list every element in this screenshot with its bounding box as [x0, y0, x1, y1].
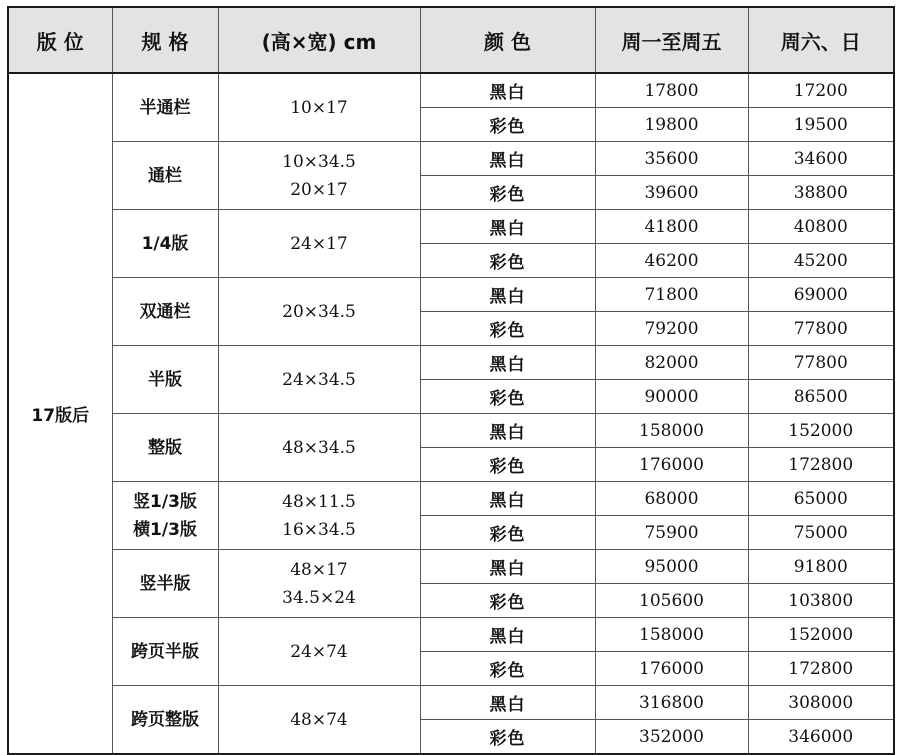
size-cell: [218, 142, 420, 210]
size-line: 34.5×24: [282, 587, 356, 608]
weekend-price-cell: 69000: [748, 278, 894, 312]
header-spec: 规 格: [112, 7, 218, 73]
color-cell: 彩色: [420, 448, 595, 482]
size-line: 24×34.5: [282, 369, 356, 390]
size-cell: [218, 482, 420, 550]
weekend-price-cell: 19500: [748, 108, 894, 142]
size-line: 10×17: [290, 97, 348, 118]
spec-cell: [112, 278, 218, 346]
header-weekday: 周一至周五: [595, 7, 748, 73]
weekday-price-cell: 176000: [595, 652, 748, 686]
header-color: 颜 色: [420, 7, 595, 73]
weekend-price-cell: 65000: [748, 482, 894, 516]
color-cell: 黑白: [420, 278, 595, 312]
weekend-price-cell: 152000: [748, 618, 894, 652]
weekend-price-cell: 34600: [748, 142, 894, 176]
size-line: 24×74: [290, 641, 348, 662]
weekday-price-cell: 75900: [595, 516, 748, 550]
weekday-price-cell: 17800: [595, 73, 748, 108]
weekday-price-cell: 158000: [595, 618, 748, 652]
weekend-price-cell: 86500: [748, 380, 894, 414]
size-line: 48×34.5: [282, 437, 356, 458]
weekday-price-cell: 39600: [595, 176, 748, 210]
header-weekend: 周六、日: [748, 7, 894, 73]
spec-cell: [112, 346, 218, 414]
color-cell: 彩色: [420, 720, 595, 755]
weekend-price-cell: 308000: [748, 686, 894, 720]
size-cell: [218, 618, 420, 686]
spec-cell: [112, 210, 218, 278]
spec-line: 半版: [148, 369, 182, 390]
weekday-price-cell: 176000: [595, 448, 748, 482]
spec-line: 跨页半版: [131, 641, 199, 662]
spec-line: 半通栏: [139, 97, 191, 118]
table-row: [8, 73, 894, 108]
size-line: 20×17: [290, 179, 348, 200]
weekend-price-cell: 77800: [748, 312, 894, 346]
weekday-price-cell: 90000: [595, 380, 748, 414]
weekend-price-cell: 45200: [748, 244, 894, 278]
table-header-row: [8, 7, 894, 73]
color-cell: 黑白: [420, 414, 595, 448]
table-row: [8, 550, 894, 584]
table-row: [8, 346, 894, 380]
size-line: 48×74: [290, 709, 348, 730]
size-line: 48×17: [290, 559, 348, 580]
color-cell: 彩色: [420, 584, 595, 618]
size-cell: [218, 73, 420, 142]
spec-line: 竖半版: [139, 573, 191, 594]
weekday-price-cell: 68000: [595, 482, 748, 516]
color-cell: 黑白: [420, 686, 595, 720]
weekday-price-cell: 158000: [595, 414, 748, 448]
color-cell: 黑白: [420, 73, 595, 108]
weekend-price-cell: 40800: [748, 210, 894, 244]
weekend-price-cell: 77800: [748, 346, 894, 380]
weekday-price-cell: 19800: [595, 108, 748, 142]
weekday-price-cell: 41800: [595, 210, 748, 244]
section-cell: 17版后: [8, 73, 112, 754]
weekday-price-cell: 95000: [595, 550, 748, 584]
color-cell: 彩色: [420, 516, 595, 550]
color-cell: 黑白: [420, 142, 595, 176]
color-cell: 黑白: [420, 482, 595, 516]
color-cell: 黑白: [420, 210, 595, 244]
weekday-price-cell: 352000: [595, 720, 748, 755]
table-row: [8, 278, 894, 312]
size-cell: [218, 550, 420, 618]
color-cell: 彩色: [420, 380, 595, 414]
weekday-price-cell: 82000: [595, 346, 748, 380]
table-row: [8, 482, 894, 516]
spec-line: 横1/3版: [133, 519, 197, 540]
spec-line: 整版: [148, 437, 182, 458]
table-row: [8, 618, 894, 652]
weekend-price-cell: 172800: [748, 448, 894, 482]
ad-rate-table: [7, 6, 895, 755]
spec-cell: [112, 618, 218, 686]
color-cell: 黑白: [420, 618, 595, 652]
spec-cell: [112, 73, 218, 142]
spec-line: 跨页整版: [131, 709, 199, 730]
spec-line: 双通栏: [139, 301, 191, 322]
size-line: 24×17: [290, 233, 348, 254]
weekend-price-cell: 75000: [748, 516, 894, 550]
size-line: 48×11.5: [282, 491, 356, 512]
spec-cell: [112, 482, 218, 550]
weekend-price-cell: 91800: [748, 550, 894, 584]
table-row: [8, 414, 894, 448]
color-cell: 彩色: [420, 108, 595, 142]
weekday-price-cell: 316800: [595, 686, 748, 720]
weekend-price-cell: 152000: [748, 414, 894, 448]
size-line: 16×34.5: [282, 519, 356, 540]
weekend-price-cell: 17200: [748, 73, 894, 108]
spec-cell: [112, 686, 218, 755]
color-cell: 彩色: [420, 244, 595, 278]
weekday-price-cell: 105600: [595, 584, 748, 618]
weekend-price-cell: 103800: [748, 584, 894, 618]
size-cell: [218, 210, 420, 278]
size-line: 10×34.5: [282, 151, 356, 172]
weekend-price-cell: 38800: [748, 176, 894, 210]
weekday-price-cell: 46200: [595, 244, 748, 278]
size-cell: [218, 346, 420, 414]
weekday-price-cell: 79200: [595, 312, 748, 346]
table-row: [8, 142, 894, 176]
table-row: [8, 686, 894, 720]
color-cell: 彩色: [420, 176, 595, 210]
size-cell: [218, 278, 420, 346]
color-cell: 彩色: [420, 652, 595, 686]
table-row: [8, 210, 894, 244]
weekend-price-cell: 172800: [748, 652, 894, 686]
spec-line: 通栏: [148, 165, 182, 186]
color-cell: 黑白: [420, 346, 595, 380]
spec-cell: [112, 550, 218, 618]
size-line: 20×34.5: [282, 301, 356, 322]
color-cell: 彩色: [420, 312, 595, 346]
weekend-price-cell: 346000: [748, 720, 894, 755]
color-cell: 黑白: [420, 550, 595, 584]
weekday-price-cell: 71800: [595, 278, 748, 312]
header-position: 版 位: [8, 7, 112, 73]
header-size: (高×宽) cm: [218, 7, 420, 73]
spec-cell: [112, 414, 218, 482]
weekday-price-cell: 35600: [595, 142, 748, 176]
spec-line: 1/4版: [141, 233, 189, 254]
table-body: [8, 73, 894, 754]
spec-line: 竖1/3版: [133, 491, 197, 512]
size-cell: [218, 686, 420, 755]
spec-cell: [112, 142, 218, 210]
size-cell: [218, 414, 420, 482]
